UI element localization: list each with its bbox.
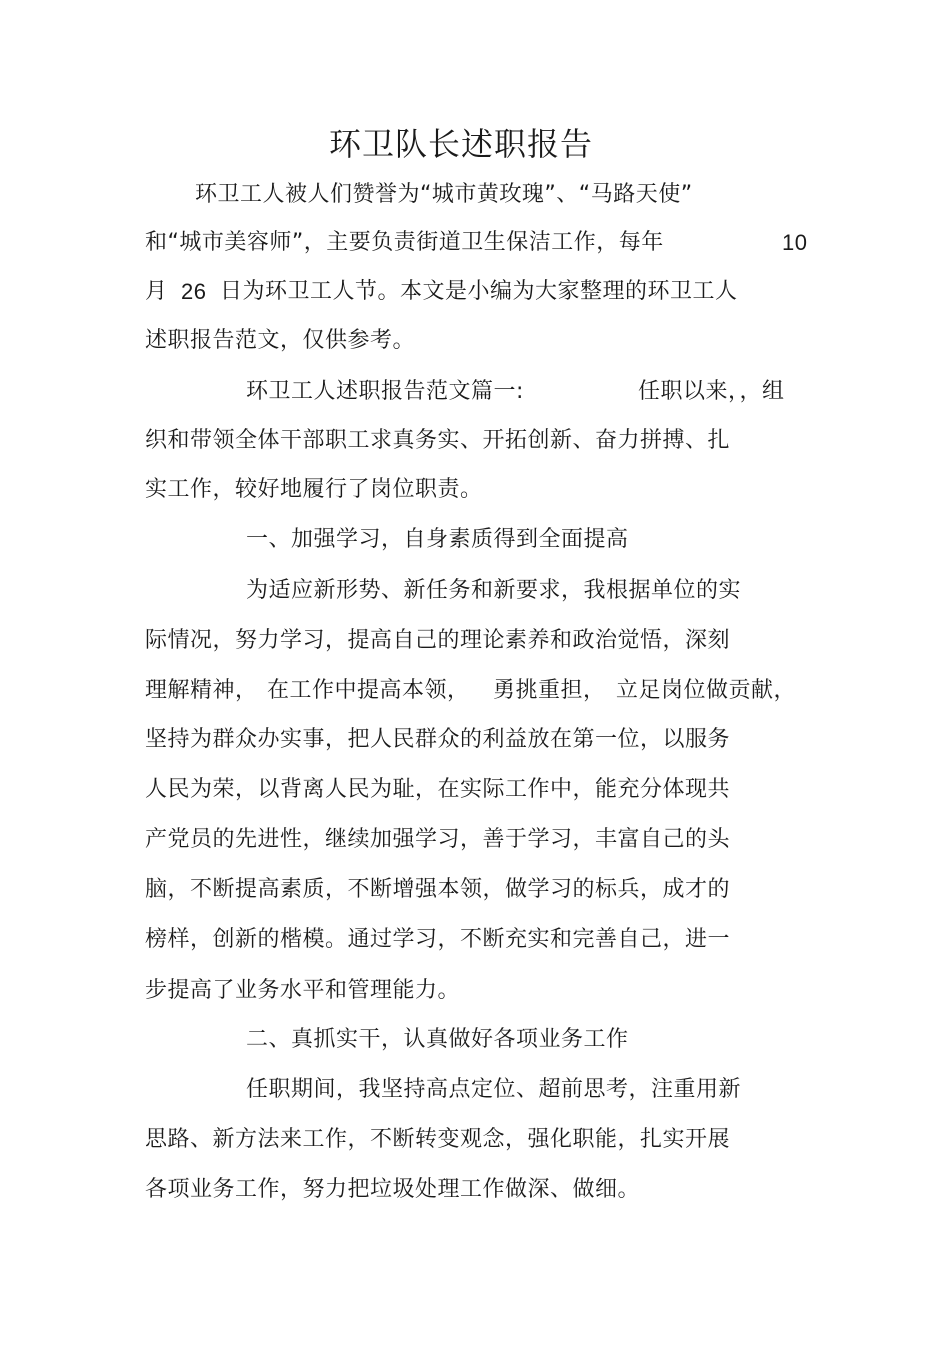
paragraph-line: 勇挑重担， [493,678,606,703]
paragraph-line: 实工作，较好地履行了岗位职责。 [145,477,483,502]
paragraph-line: 述职报告范文，仅供参考。 [145,328,416,353]
paragraph-line: 坚持为群众办实事，把人民群众的利益放在第一位，以服务 [145,727,731,752]
paragraph-number: 26 [181,279,207,304]
document-title: 环卫队长述职报告 [328,125,593,163]
section-heading: 二、真抓实干，认真做好各项业务工作 [246,1027,629,1052]
section-intro-label: 环卫工人述职报告范文篇一: [246,379,524,404]
paragraph-number: 10 [782,230,808,255]
paragraph-line: 为适应新形势、新任务和新要求，我根据单位的实 [246,578,742,603]
paragraph-line: 产党员的先进性，继续加强学习，善于学习，丰富自己的头 [145,827,731,852]
paragraph-line: 日为环卫工人节。本文是小编为大家整理的环卫工人 [220,279,738,304]
paragraph-line: 理解精神， [145,678,258,703]
section-heading: 一、加强学习，自身素质得到全面提高 [246,527,629,552]
paragraph-line: 织和带领全体干部职工求真务实、开拓创新、奋力拼搏、扎 [145,428,731,453]
paragraph-line: 思路、新方法来工作，不断转变观念，强化职能，扎实开展 [145,1127,731,1152]
paragraph-line: 任职期间，我坚持高点定位、超前思考，注重用新 [246,1077,742,1102]
paragraph-line: 际情况，努力学习，提高自己的理论素养和政治觉悟，深刻 [145,628,731,653]
paragraph-line: 月 [145,279,168,304]
paragraph-line: 任职以来，，组 [638,379,785,404]
paragraph-line: 在工作中提高本领， [267,678,470,703]
paragraph-line: 人民为荣，以背离人民为耻，在实际工作中，能充分体现共 [145,777,731,802]
paragraph-line: 脑，不断提高素质，不断增强本领，做学习的标兵，成才的 [145,877,731,902]
paragraph-line: 立足岗位做贡献， [616,678,797,703]
paragraph-line: 步提高了业务水平和管理能力。 [145,978,461,1003]
paragraph-line: 和“城市美容师”，主要负责街道卫生保洁工作，每年 [145,230,664,255]
paragraph-line: 环卫工人被人们赞誉为“城市黄玫瑰”、“马路天使” [195,182,693,207]
paragraph-line: 各项业务工作，努力把垃圾处理工作做深、做细。 [145,1177,641,1202]
paragraph-line: 榜样，创新的楷模。通过学习，不断充实和完善自己，进一 [145,927,731,952]
